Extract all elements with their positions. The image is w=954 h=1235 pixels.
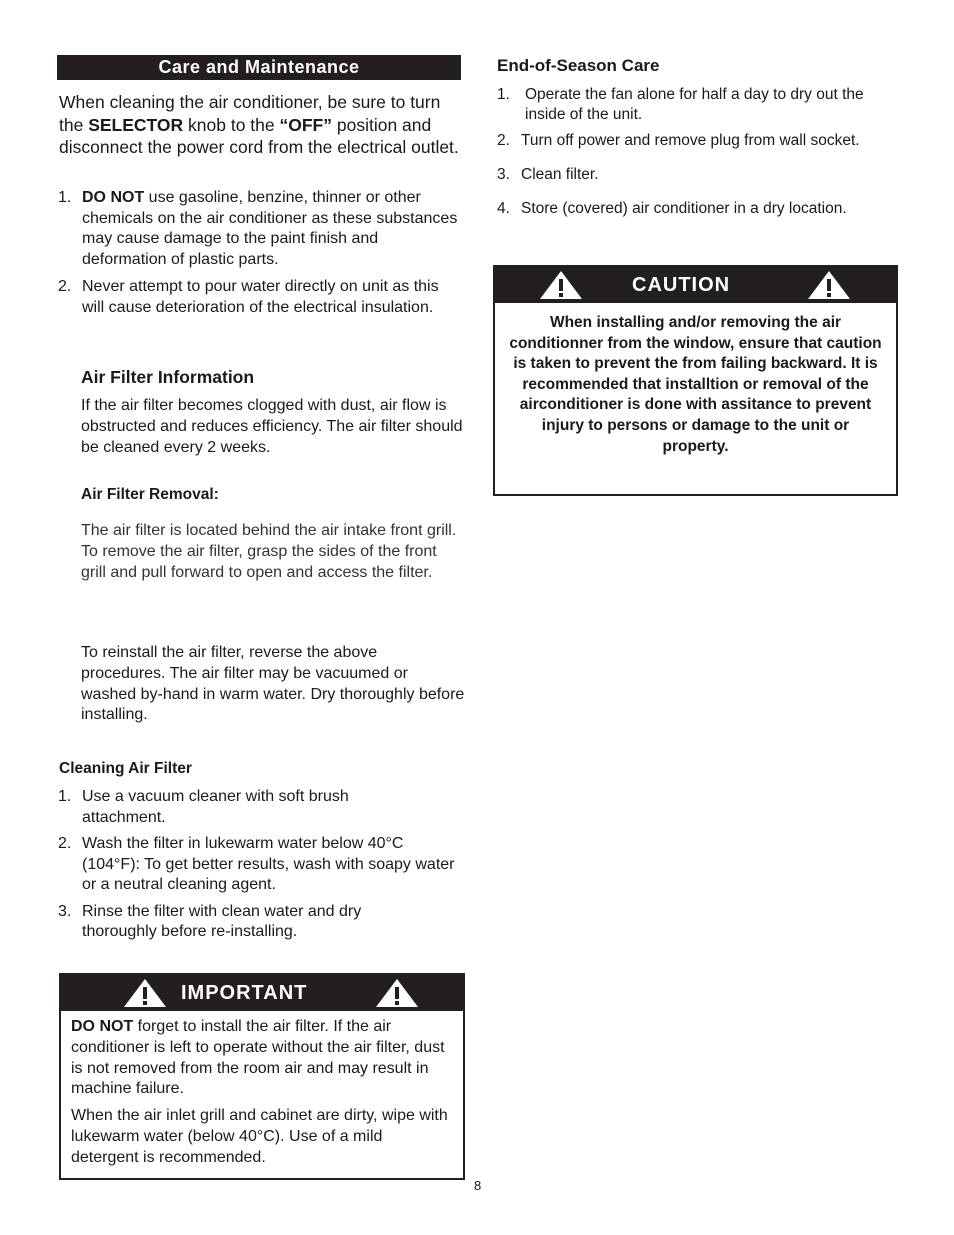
list-item [497,199,902,219]
important-box-header [61,975,463,1011]
list-text: Use a vacuum cleaner with soft brush attachment. [82,788,349,826]
important-text: forget to install the air filter. If the air conditioner is left to operate without the air filter, dust is not removed from the room air and may result in machine failure. [71,1018,445,1098]
important-title: IMPORTANT [181,982,308,1004]
list-number: 1. [58,189,72,206]
list-item [497,165,902,185]
list-item [58,787,458,828]
air-filter-removal-heading: Air Filter Removal: [81,486,219,503]
list-number: 2. [497,132,510,149]
list-item [497,85,902,125]
list-text: Operate the fan alone for half a day to dry out the inside of the unit. [525,86,864,123]
end-of-season-heading: End-of-Season Care [497,56,660,75]
list-item [58,834,458,896]
intro-selector-emphasis: SELECTOR [88,114,184,135]
intro-text: When cleaning the air conditioner, be sure to turn the [59,92,441,135]
important-box [59,973,465,1180]
caution-box-header [495,267,896,303]
air-filter-info-heading: Air Filter Information [81,367,255,387]
list-number: 3. [58,902,72,920]
air-filter-reinstall-text: To reinstall the air filter, reverse the above procedures. The air filter may be vacuumed or washed by-hand in warm water. Dry thoroughly before installing. [81,644,465,724]
air-filter-removal-text: The air filter is located behind the air intake front grill. To remove the air filter, grasp the sides of the front grill and pull forward to open and access the filter. [81,522,457,581]
list-number: 4. [497,200,510,217]
list-text: Turn off power and remove plug from wall socket. [521,132,860,149]
list-number: 3. [497,166,510,183]
intro-text: position and disconnect the power cord from the electrical outlet. [59,114,459,157]
intro-text: knob to the [183,114,280,135]
list-text: Never attempt to pour water directly on unit as this will cause deterioration of the electrical insulation. [82,278,439,316]
important-paragraph [71,1017,453,1100]
warning-triangle-icon [123,978,167,1008]
warning-triangle-icon [375,978,419,1008]
cleaning-heading: Cleaning Air Filter [59,760,192,777]
list-text: Wash the filter in lukewarm water below 40°C (104°F): To get better results, wash with soapy water or a neutral cleaning agent. [82,835,455,893]
important-paragraph-2: When the air inlet grill and cabinet are dirty, wipe with lukewarm water (below 40°C). Use of a mild detergent is recommended. [71,1107,448,1166]
list-text: Store (covered) air conditioner in a dry location. [521,200,847,217]
list-number: 2. [58,278,72,295]
page-number: 8 [474,1178,482,1193]
list-text: use gasoline, benzine, thinner or other chemicals on the air conditioner as these substances may cause damage to the paint finish and deformation of plastic parts. [82,189,458,268]
section-title-bar [57,55,461,80]
warning-triangle-icon [807,270,851,300]
list-text: Rinse the filter with clean water and dry thoroughly before re-installing. [82,902,362,940]
list-item [497,131,902,151]
list-item [58,277,463,318]
caution-box [493,265,898,496]
intro-paragraph [59,91,469,159]
list-item [58,188,463,270]
list-text: Clean filter. [521,166,599,183]
air-filter-info-text: If the air filter becomes clogged with dust, air flow is obstructed and reduces efficiency. The air filter should be cleaned every 2 weeks. [81,397,463,456]
section-title: Care and Maintenance [158,57,360,77]
list-item [58,902,458,943]
list-number: 2. [58,835,72,852]
end-of-season-steps [497,85,902,219]
list-number: 1. [497,86,510,103]
warning-triangle-icon [539,270,583,300]
intro-off-emphasis: “OFF” [279,114,332,135]
do-not-emphasis: DO NOT [71,1018,134,1035]
cleaning-steps [58,787,458,943]
list-number: 1. [58,788,72,805]
caution-title: CAUTION [632,274,731,296]
caution-list [58,188,463,318]
do-not-emphasis: DO NOT [82,189,145,206]
caution-text: When installing and/or removing the air conditionner from the window, ensure that caution is taken to prevent the from failing backward. It is recommended that installtion or removal of the airconditioner is done with assitance to prevent injury to persons or damage to the unit or property. [509,314,882,455]
